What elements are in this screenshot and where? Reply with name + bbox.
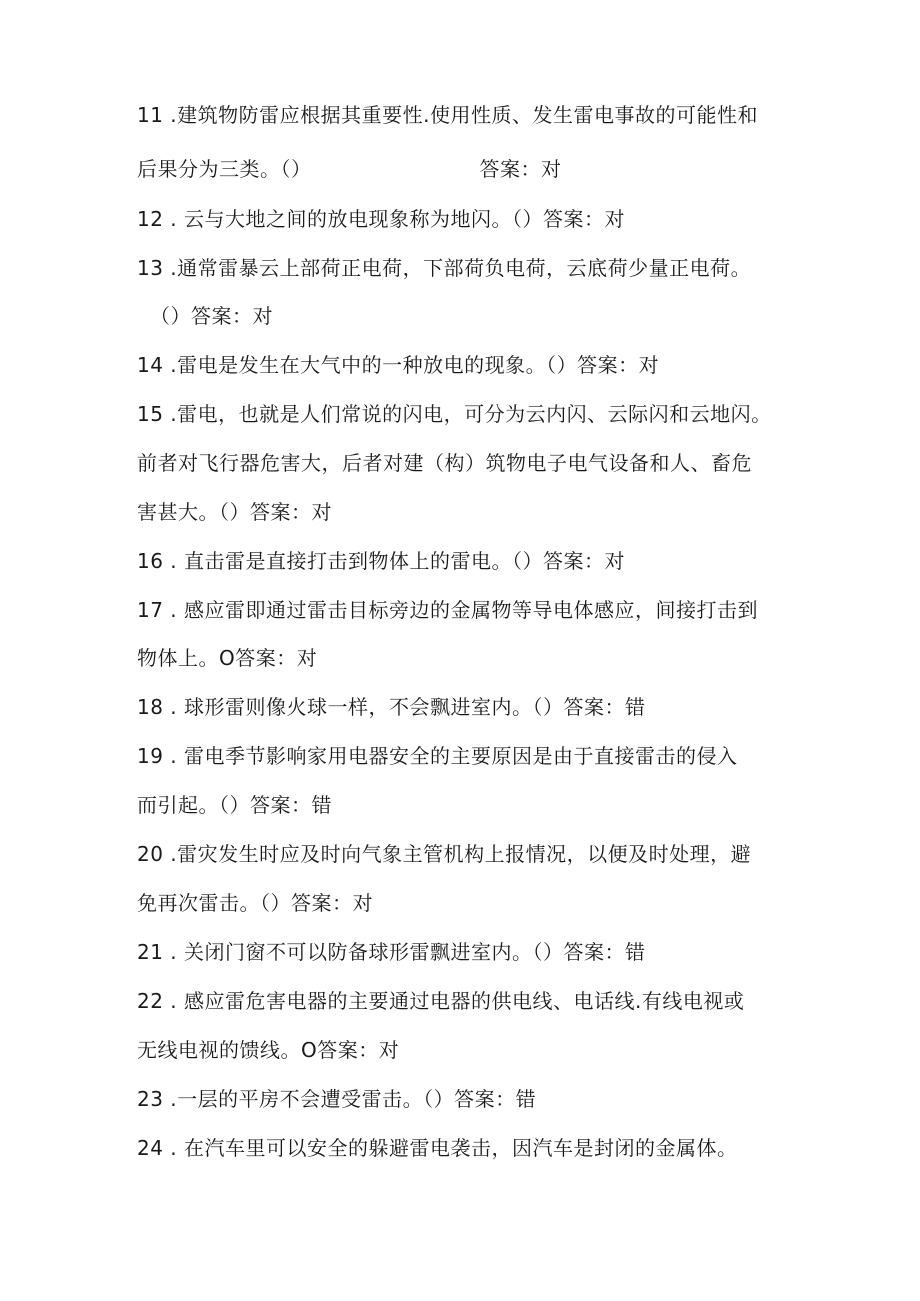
q18-line-1: 18 . 球形雷则像火球一样，不会飘进室内。（）答案：错 xyxy=(137,695,646,719)
q15-line-3: 害甚大。（）答案：对 xyxy=(137,500,332,524)
q24-line-1: 24 . 在汽车里可以安全的躲避雷电袭击，因汽车是封闭的金属体。 xyxy=(137,1136,738,1160)
q11-line-2 xyxy=(137,155,797,183)
q19-line-1: 19 . 雷电季节影响家用电器安全的主要原因是由于直接雷击的侵入 xyxy=(137,744,738,768)
q15-line-2: 前者对飞行器危害大，后者对建（构）筑物电子电气设备和人、畜危 xyxy=(137,451,752,475)
q13-line-1: 13 .通常雷暴云上部荷正电荷，下部荷负电荷，云底荷少量正电荷。 xyxy=(137,256,752,280)
q11-line-1: 11 .建筑物防雷应根据其重要性.使用性质、发生雷电事故的可能性和 xyxy=(137,103,759,127)
q23-line-1: 23 .一层的平房不会遭受雷击。（）答案：错 xyxy=(137,1087,537,1111)
q21-line-1: 21 . 关闭门窗不可以防备球形雷飘进室内。（）答案：错 xyxy=(137,940,646,964)
q22-line-2: 无线电视的馈线。O答案：对 xyxy=(137,1038,400,1062)
q15-line-1: 15 .雷电，也就是人们常说的闪电，可分为云内闪、云际闪和云地闪。 xyxy=(137,402,772,426)
q11-answer: 答案：对 xyxy=(479,157,562,181)
q17-line-1: 17 . 感应雷即通过雷击目标旁边的金属物等导电体感应，间接打击到 xyxy=(137,598,759,622)
q22-line-1: 22 . 感应雷危害电器的主要通过电器的供电线、电话线.有线电视或 xyxy=(137,989,745,1013)
q20-line-2: 免再次雷击。（）答案：对 xyxy=(137,891,373,915)
q11-text: 后果分为三类。（） xyxy=(137,157,312,181)
q14-line-1: 14 .雷电是发生在大气中的一种放电的现象。（）答案：对 xyxy=(137,353,660,377)
q17-line-2: 物体上。O答案：对 xyxy=(137,646,318,670)
q12-line-1: 12 . 云与大地之间的放电现象称为地闪。（）答案：对 xyxy=(137,207,626,231)
q13-line-2: （）答案：对 xyxy=(150,304,273,328)
q16-line-1: 16 . 直击雷是直接打击到物体上的雷电。（）答案：对 xyxy=(137,549,626,573)
q20-line-1: 20 .雷灾发生时应及时向气象主管机构上报情况，以便及时处理，避 xyxy=(137,842,752,866)
q19-line-2: 而引起。（）答案：错 xyxy=(137,793,332,817)
